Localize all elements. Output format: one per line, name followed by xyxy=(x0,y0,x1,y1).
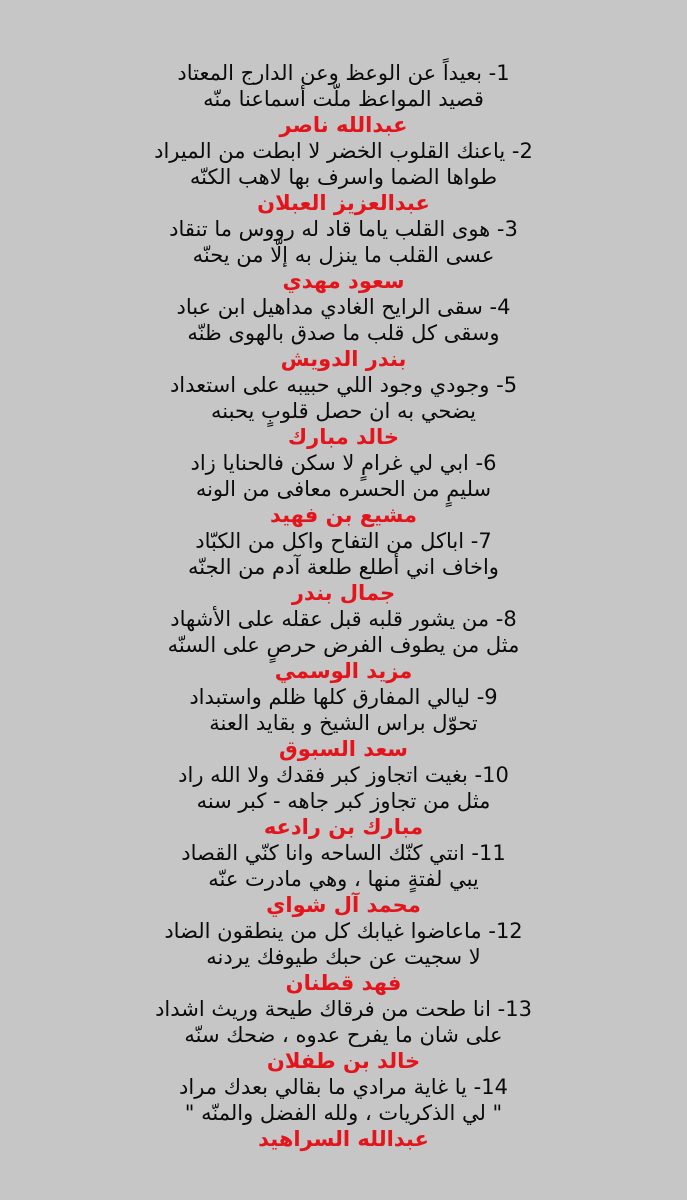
verse-line: 14- يا غاية مرادي ما بقالي بعدك مراد xyxy=(179,1075,508,1099)
verse-line: عسى القلب ما ينزل به إلّا من يحنّه xyxy=(192,243,495,267)
verse-line: لا سجيت عن حبك طيوفك يردنه xyxy=(206,945,481,969)
verse-line: 4- سقى الرايح الغادي مداهيل ابن عباد xyxy=(176,295,511,319)
verse-line: يبي لفتةٍ منها ، وهي مادرت عنّه xyxy=(208,867,479,891)
poet-name: بندر الدويش xyxy=(280,347,407,371)
verse-line: 7- اباكل من التفاح واكل من الكبّاد xyxy=(195,529,492,553)
verse-5 xyxy=(44,372,644,450)
verse-line: 10- بغيت اتجاوز كبر فقدك ولا الله راد xyxy=(178,763,509,787)
verse-line: 3- هوى القلب ياما قاد له رووس ما تنقاد xyxy=(169,217,518,241)
verse-line: 12- ماعاضوا غيابك كل من ينطقون الضاد xyxy=(164,919,523,943)
verse-line: 13- انا طحت من فرقاك طيحة وريث اشداد xyxy=(155,997,532,1021)
verse-3 xyxy=(44,216,644,294)
verse-line: سليمٍ من الحسره معافى من الونه xyxy=(195,477,492,501)
poet-name: عبدالله السراهيد xyxy=(258,1127,429,1151)
poet-name: خالد مبارك xyxy=(287,425,400,449)
poet-name: خالد بن طفلان xyxy=(266,1049,421,1073)
verse-13 xyxy=(44,996,644,1074)
verse-line: يضحي به ان حصل قلوبٍ يحبنه xyxy=(211,399,476,423)
poet-name: سعد السبوق xyxy=(279,737,408,761)
verse-6 xyxy=(44,450,644,528)
verse-line: مثل من يطوف الفرض حرصٍ على السنّه xyxy=(167,633,520,657)
poet-name: سعود مهدي xyxy=(282,269,405,293)
poet-name: مبارك بن رادعه xyxy=(263,815,424,839)
poet-name: فهد قطنان xyxy=(285,971,402,995)
verse-line: على شان ما يفرح عدوه ، ضحك سنّه xyxy=(184,1023,503,1047)
verse-line: 6- ابي لي غرامٍ لا سكن فالحنايا زاد xyxy=(190,451,497,475)
verse-10 xyxy=(44,762,644,840)
verse-line: " لي الذكريات ، ولله الفضل والمنّه " xyxy=(184,1101,503,1125)
verse-2 xyxy=(44,138,644,216)
poet-name: مزيد الوسمي xyxy=(274,659,413,683)
verse-line: تحوّل براس الشيخ و بقايد العنة xyxy=(209,711,478,735)
poet-name: عبدالعزيز العبلان xyxy=(257,191,430,215)
verse-line: قصيد المواعظ ملّت أسماعنا منّه xyxy=(203,87,484,111)
verse-11 xyxy=(44,840,644,918)
verse-8 xyxy=(44,606,644,684)
verse-4 xyxy=(44,294,644,372)
verse-line: واخاف اني أطلع طلعة آدم من الجنّه xyxy=(188,555,499,579)
verse-line: مثل من تجاوز كبر جاهه - كبر سنه xyxy=(196,789,491,813)
verse-line: 8- من يشور قلبه قبل عقله على الأشهاد xyxy=(170,607,517,631)
verse-line: طواها الضما واسرف بها لاهب الكنّه xyxy=(189,165,498,189)
verse-14 xyxy=(44,1074,644,1152)
verse-7 xyxy=(44,528,644,606)
verse-12 xyxy=(44,918,644,996)
verse-line: 5- وجودي وجود اللي حبيبه على استعداد xyxy=(169,373,518,397)
verse-9 xyxy=(44,684,644,762)
verse-line: 11- انتي كنّك الساحه وانا كنّي القصاد xyxy=(181,841,506,865)
verse-line: 1- بعيداً عن الوعظ وعن الدارج المعتاد xyxy=(177,61,510,85)
poet-name: مشيع بن فهيد xyxy=(269,503,417,527)
verse-line: 9- ليالي المفارق كلها ظلم واستبداد xyxy=(189,685,498,709)
verse-1 xyxy=(44,60,644,138)
verse-line: وسقى كل قلب ما صدق بالهوى ظنّه xyxy=(187,321,500,345)
verse-line: 2- ياعنك القلوب الخضر لا ابطت من الميراد xyxy=(154,139,533,163)
poet-name: عبدالله ناصر xyxy=(279,113,408,137)
poet-name: محمد آل شواي xyxy=(266,893,421,917)
poet-name: جمال بندر xyxy=(291,581,396,605)
